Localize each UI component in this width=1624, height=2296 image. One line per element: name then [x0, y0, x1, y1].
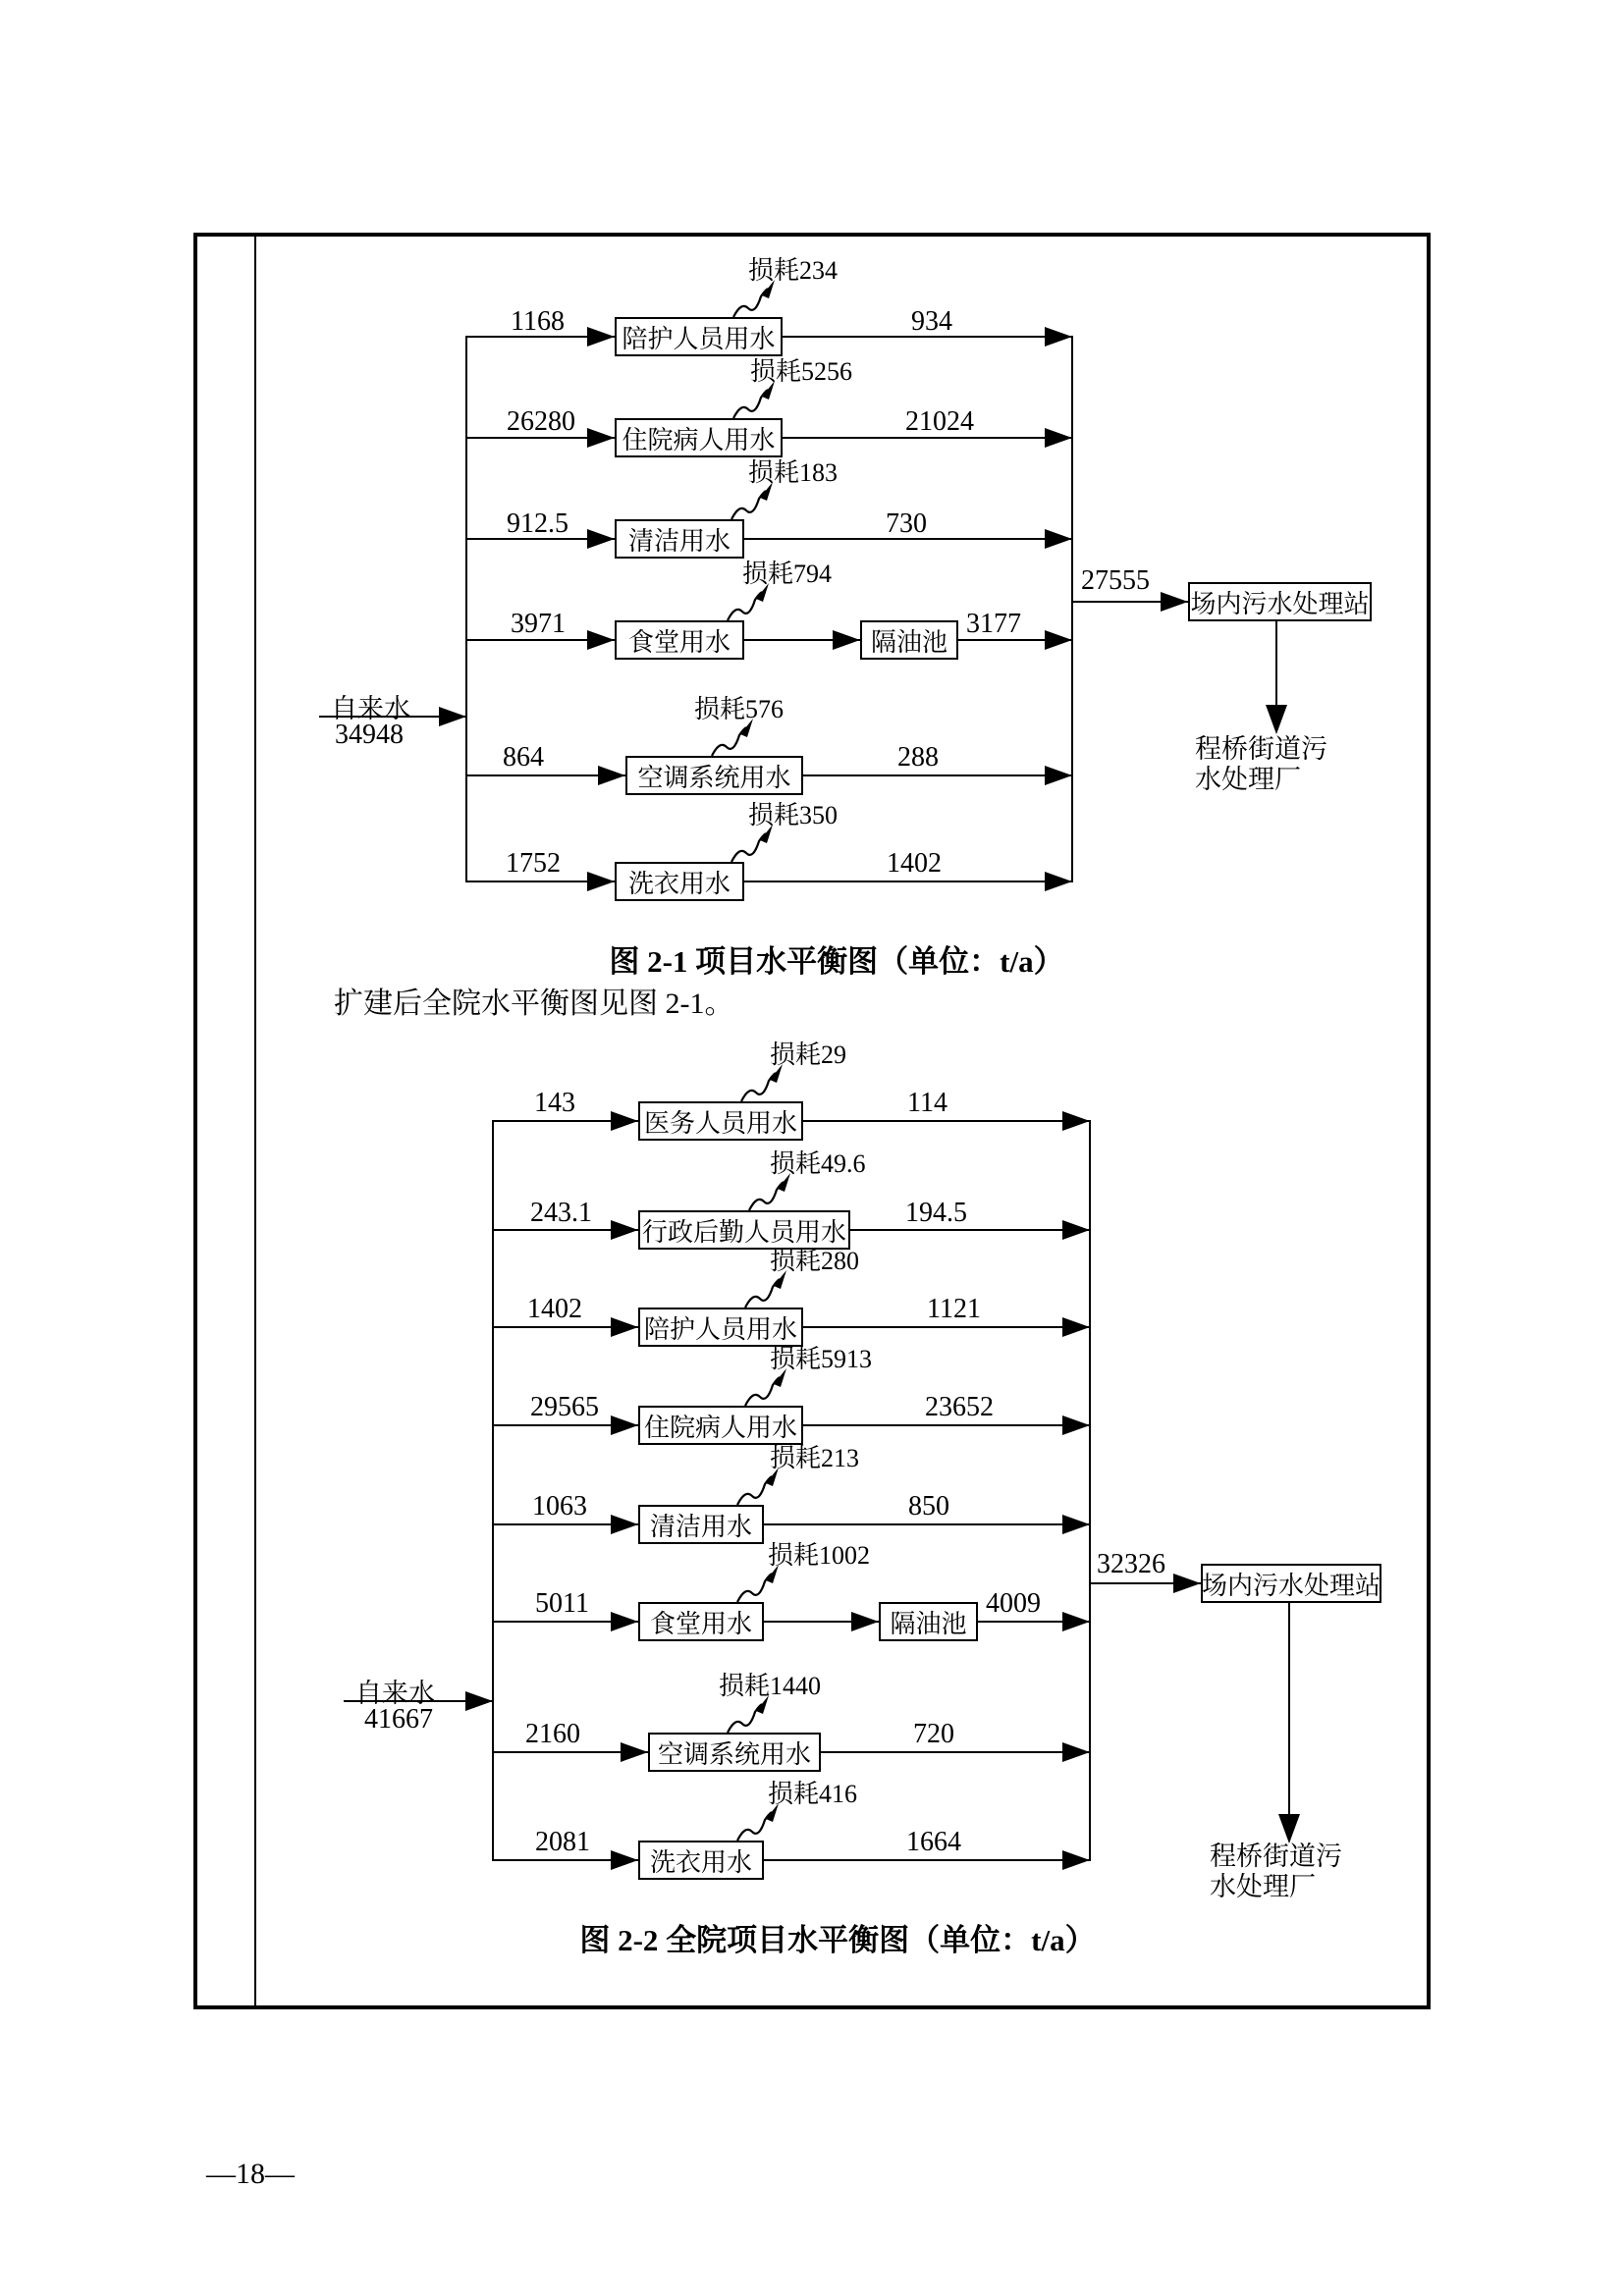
- fig1-row2-out-value: 21024: [905, 406, 974, 437]
- fig1-grease-trap-box: 隔油池: [860, 620, 958, 660]
- fig2-row3-usage-box: 陪护人员用水: [638, 1308, 803, 1347]
- arrowhead-icon: [1045, 529, 1072, 549]
- fig2-row6-in-value: 5011: [535, 1588, 589, 1619]
- arrowhead-icon: [611, 1111, 638, 1131]
- fig2-trunk-line: [492, 1120, 494, 1861]
- fig1-row2-loss-label: 损耗5256: [750, 357, 853, 386]
- arrowhead-icon: [1062, 1111, 1090, 1131]
- fig1-row3-out-value: 730: [886, 508, 927, 539]
- fig1-row5-loss-label: 损耗576: [694, 695, 785, 723]
- fig2-row4-in-value: 29565: [530, 1392, 599, 1422]
- fig2-row4-usage-box: 住院病人用水: [638, 1406, 803, 1445]
- fig1-row4-loss-label: 损耗794: [742, 560, 833, 588]
- fig2-row2-loss-label: 损耗49.6: [770, 1149, 866, 1178]
- fig1-row6-out-value: 1402: [887, 848, 942, 879]
- arrowhead-icon: [621, 1742, 648, 1762]
- fig1-station-down-line: [1275, 621, 1277, 705]
- arrowhead-icon: [1062, 1415, 1090, 1435]
- fig2-row8-in-value: 2081: [535, 1827, 590, 1857]
- page-number: —18—: [206, 2158, 295, 2190]
- fig1-row4-in-value: 3971: [511, 609, 566, 639]
- fig2-plant-label-line2: 水处理厂: [1210, 1872, 1316, 1901]
- arrowhead-icon: [1045, 766, 1072, 785]
- fig2-source-value: 41667: [364, 1704, 433, 1735]
- fig1-source-label: 自来水: [331, 694, 410, 723]
- fig2-row5-usage-box: 清洁用水: [638, 1505, 764, 1544]
- arrowhead-icon: [1161, 592, 1188, 612]
- fig2-row8-usage-box: 洗衣用水: [638, 1841, 764, 1880]
- fig1-row3-in-value: 912.5: [507, 508, 568, 539]
- arrowhead-icon: [1062, 1515, 1090, 1534]
- fig2-row1-usage-box: 医务人员用水: [638, 1101, 803, 1141]
- fig2-row5-loss-label: 损耗213: [770, 1444, 860, 1472]
- fig2-total-out-value: 32326: [1097, 1549, 1165, 1579]
- fig2-grease-trap-box: 隔油池: [879, 1602, 978, 1641]
- flow-line: [850, 1229, 1090, 1231]
- arrowhead-icon: [1045, 630, 1072, 650]
- arrowhead-icon: [851, 1612, 879, 1631]
- arrowhead-icon: [587, 630, 615, 650]
- arrowhead-icon: [1045, 428, 1072, 448]
- fig2-row8-loss-label: 损耗416: [768, 1780, 858, 1808]
- down-arrowhead-icon: [1278, 1814, 1300, 1843]
- fig1-source-value: 34948: [335, 720, 404, 750]
- fig1-row3-loss-label: 损耗183: [748, 458, 839, 487]
- down-arrowhead-icon: [1266, 705, 1287, 734]
- fig2-row3-out-value: 1121: [927, 1294, 981, 1324]
- fig1-sewage-station-box: 场内污水处理站: [1188, 582, 1372, 621]
- flow-line: [764, 1859, 1090, 1861]
- arrowhead-icon: [587, 872, 615, 891]
- flow-line: [803, 1326, 1090, 1328]
- arrowhead-icon: [611, 1515, 638, 1534]
- arrowhead-icon: [1173, 1574, 1201, 1593]
- fig1-plant-label-line1: 程桥街道污: [1195, 734, 1327, 764]
- flow-line: [803, 1120, 1090, 1122]
- fig1-row2-in-value: 26280: [507, 406, 575, 437]
- arrowhead-icon: [1062, 1317, 1090, 1337]
- fig1-row1-loss-label: 损耗234: [748, 256, 839, 285]
- fig2-plant-label-line1: 程桥街道污: [1210, 1842, 1342, 1871]
- arrowhead-icon: [587, 529, 615, 549]
- fig2-row7-usage-box: 空调系统用水: [648, 1733, 821, 1772]
- fig1-row1-in-value: 1168: [511, 306, 565, 337]
- fig2-row3-loss-label: 损耗280: [770, 1247, 860, 1275]
- fig2-row2-out-value: 194.5: [905, 1198, 967, 1228]
- fig1-row3-usage-box: 清洁用水: [615, 519, 744, 559]
- arrowhead-icon: [1062, 1742, 1090, 1762]
- arrowhead-icon: [1062, 1850, 1090, 1870]
- fig2-row8-out-value: 1664: [906, 1827, 961, 1857]
- arrowhead-icon: [587, 327, 615, 347]
- arrowhead-icon: [587, 428, 615, 448]
- fig1-row1-usage-box: 陪护人员用水: [615, 317, 783, 356]
- frame-inner-rule: [254, 233, 256, 2005]
- fig1-plant-label-line2: 水处理厂: [1195, 765, 1301, 794]
- fig1-row5-usage-box: 空调系统用水: [625, 756, 803, 795]
- fig1-row4-out-value: 3177: [966, 609, 1021, 639]
- fig2-station-down-line: [1288, 1603, 1290, 1814]
- fig2-caption: 图 2-2 全院项目水平衡图（单位：t/a）: [579, 1923, 1096, 1957]
- fig1-row1-out-value: 934: [911, 306, 952, 337]
- fig2-row1-out-value: 114: [907, 1088, 947, 1118]
- fig1-caption: 图 2-1 项目水平衡图（单位：t/a）: [609, 944, 1064, 979]
- arrowhead-icon: [1062, 1612, 1090, 1631]
- fig2-sewage-station-box: 场内污水处理站: [1201, 1564, 1381, 1603]
- fig2-row1-loss-label: 损耗29: [770, 1041, 847, 1069]
- fig2-row6-loss-label: 损耗1002: [768, 1541, 871, 1570]
- fig1-row6-in-value: 1752: [506, 848, 561, 879]
- flow-line: [803, 1424, 1090, 1426]
- arrowhead-icon: [611, 1850, 638, 1870]
- arrowhead-icon: [1062, 1220, 1090, 1240]
- fig2-row2-in-value: 243.1: [530, 1198, 592, 1228]
- fig2-inlet-arrowhead-icon: [465, 1691, 493, 1711]
- fig2-row2-usage-box: 行政后勤人员用水: [638, 1210, 850, 1250]
- arrowhead-icon: [1045, 872, 1072, 891]
- body-paragraph: 扩建后全院水平衡图见图 2-1。: [334, 988, 734, 1020]
- flow-line: [764, 1523, 1090, 1525]
- flow-line: [821, 1751, 1090, 1753]
- fig2-row7-out-value: 720: [913, 1719, 954, 1749]
- fig2-row3-in-value: 1402: [527, 1294, 582, 1324]
- flow-line: [744, 881, 1072, 882]
- fig1-collector-line: [1071, 336, 1073, 882]
- fig2-row4-out-value: 23652: [925, 1392, 994, 1422]
- fig1-row5-out-value: 288: [897, 742, 939, 773]
- arrowhead-icon: [611, 1612, 638, 1631]
- fig1-total-out-value: 27555: [1081, 565, 1150, 596]
- fig2-row4-loss-label: 损耗5913: [770, 1345, 873, 1373]
- arrowhead-icon: [611, 1220, 638, 1240]
- fig2-row5-out-value: 850: [908, 1491, 949, 1522]
- fig2-row5-in-value: 1063: [532, 1491, 587, 1522]
- fig2-row7-in-value: 2160: [525, 1719, 580, 1749]
- fig1-trunk-line: [465, 336, 467, 882]
- arrowhead-icon: [598, 766, 625, 785]
- fig1-row6-loss-label: 损耗350: [748, 801, 839, 829]
- arrowhead-icon: [611, 1415, 638, 1435]
- fig1-row5-in-value: 864: [503, 742, 544, 773]
- fig1-row6-usage-box: 洗衣用水: [615, 862, 744, 901]
- fig2-row6-out-value: 4009: [986, 1588, 1041, 1619]
- arrowhead-icon: [1045, 327, 1072, 347]
- arrowhead-icon: [833, 630, 860, 650]
- fig1-inlet-arrowhead-icon: [439, 707, 466, 726]
- fig2-row1-in-value: 143: [534, 1088, 575, 1118]
- fig2-row6-usage-box: 食堂用水: [638, 1602, 764, 1641]
- fig2-row7-loss-label: 损耗1440: [719, 1672, 822, 1700]
- arrowhead-icon: [611, 1317, 638, 1337]
- fig1-row2-usage-box: 住院病人用水: [615, 418, 783, 457]
- flow-line: [803, 774, 1072, 776]
- fig2-source-label: 自来水: [355, 1679, 435, 1708]
- fig1-row4-usage-box: 食堂用水: [615, 620, 744, 660]
